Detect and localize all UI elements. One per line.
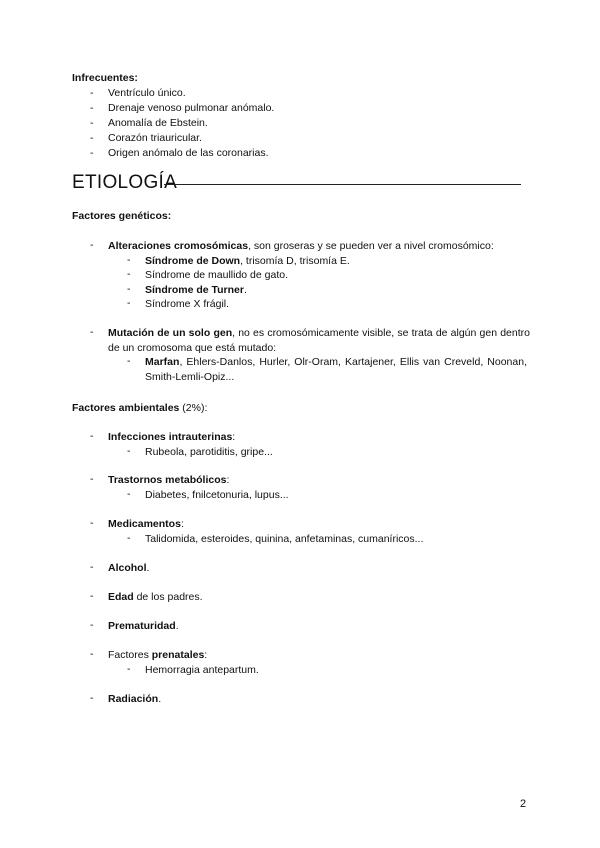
factores-ambientales-label: Factores ambientales (2%): [72,402,208,414]
section-heading [72,172,522,198]
infrecuentes-label: Infrecuentes: [72,72,138,84]
heading-text: ETIOLOGÍA [72,172,178,193]
factores-geneticos-label: Factores genéticos: [72,210,172,222]
heading-rule [164,184,521,185]
document-page: Infrecuentes: - Ventrículo único. - Drenaje venoso pulmonar anómalo. - Anomalía de Ebstein. - Corazón triauricular. - Origen anómalo de las coronarias. ETIOLOGÍA Factores genéticos: - Alteraciones cromosómicas, son groseras y se pueden ver a nivel cromosómico: - Síndrome de Down, trisomía D, trisomía E. - Síndrome de maullido de gato. - Síndrome de Turner. - Síndrome X frágil. - Mutación de un solo gen, no es cromosómicamente visible, se trata de algún gen dentro de un cromosoma que está mutado: - Marfan, Ehlers-Danlos, Hurler, Olr-Oram, Kartajener, Ellis van Creveld, Noonan, Smith-Lemli-Opiz... Factores ambientales (2%): - Infecciones intrauterinas: - Rubeola, parotiditis, gripe... - Trastornos metabólicos: - Diabetes, fnilcetonuria, lupus... - Medicamentos: - Talidomida, esteroides, quinina, anfetaminas, cumaníricos... - Alcohol. - Edad de los padres. - Prematuridad. - Factores prenatales: - Hemorragia antepartum. - Radiación. 2 [72,72,530,810]
page-number: 2 [520,798,527,810]
